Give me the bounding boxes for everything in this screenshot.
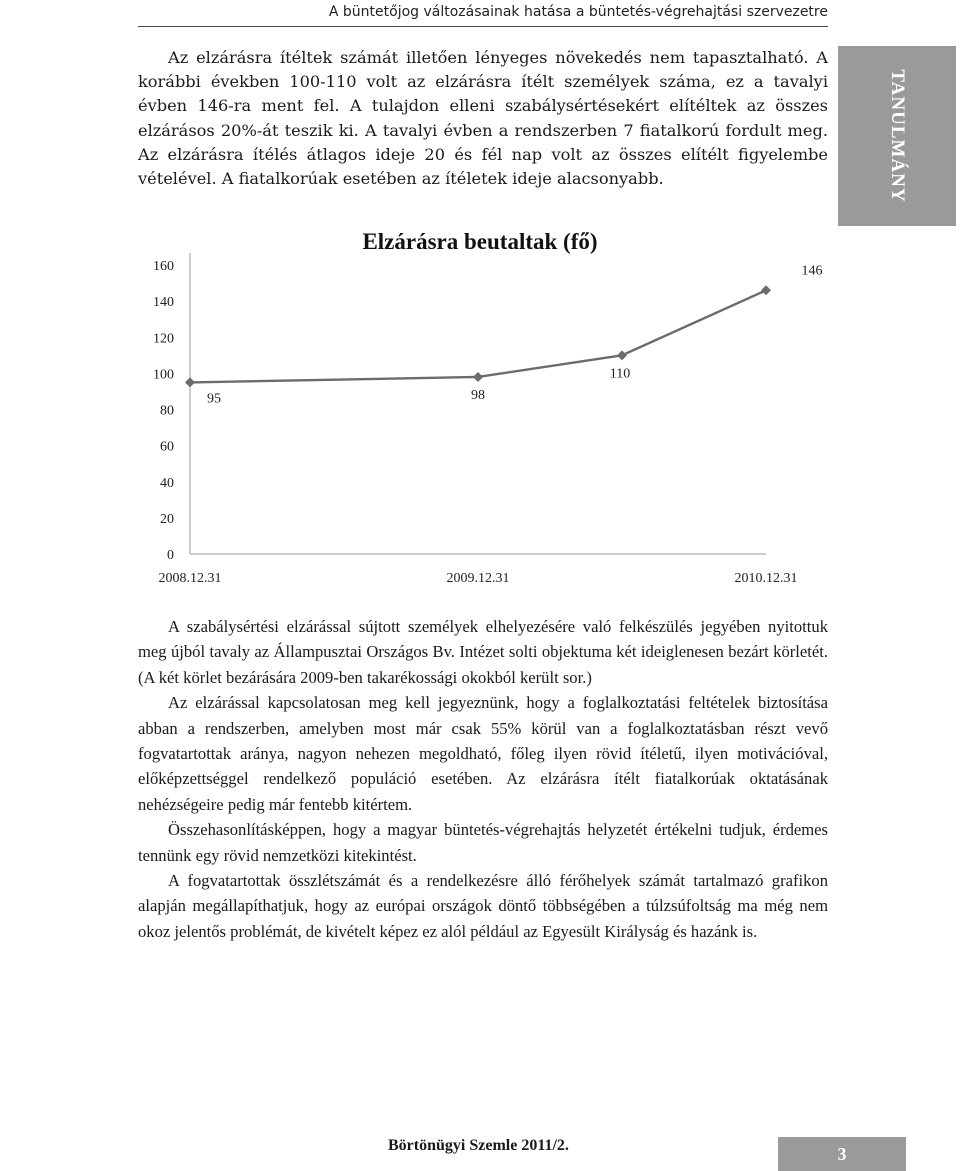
y-tick-label: 120 [153,331,174,347]
y-tick-label: 20 [160,511,174,527]
data-point-marker [473,372,483,382]
data-label: 98 [471,387,485,403]
y-tick-label: 160 [153,259,174,274]
data-point-marker [185,377,195,387]
intro-paragraph: Az elzárásra ítéltek számát illetően lényeges növekedés nem tapasztalható. A korábbi években 100-110 volt az elzárásra ítélt személyek száma, ez a tavalyi évben 146-ra ment fel. A tulajdon elleni szabálysértésekért elítéltek az összes elzárásos 20%-át teszik ki. A tavalyi évben a rendszerben 7 fiatalkorú fordult meg. Az elzárásra ítélés átlagos ideje 20 és fél nap volt az összes elítélt figyelembe vételével. A fiatalkorúak esetében az ítéletek ideje alacsonyabb. [138,48,828,189]
page-number-box [778,1137,906,1171]
y-tick-label: 80 [160,403,174,419]
section-tab [838,46,956,226]
chart-title: Elzárásra beutaltak (fő) [362,229,598,254]
data-label: 95 [207,391,221,407]
data-label: 146 [801,263,823,279]
journal-title: Börtönügyi Szemle 2011/2. [388,1137,569,1154]
y-tick-label: 40 [160,475,174,491]
data-label: 110 [609,366,631,382]
body-text [138,614,828,944]
x-tick-label: 2010.12.31 [734,571,798,586]
running-header [138,0,828,27]
y-tick-label: 100 [153,367,174,383]
body-paragraph: Az elzárással kapcsolatosan meg kell jegyeznünk, hogy a foglalkoztatási feltételek biztosítása abban a rendszerben, amelyben most már csak 55% körül van a foglalkoztatásban részt vevő fogvatartottak aránya, nagyon nehezen megoldható, főleg ilyen rövid ítéletű, ilyen motivációval, előképzettséggel rendelkező populáció esetében. Az elzárásra ítélt fiatalkorúak oktatásának nehézségeire pedig már fentebb kitértem. [138,693,828,814]
body-paragraph: A szabálysértési elzárással sújtott személyek elhelyezésére való felkészülés jegyében nyitottuk meg újból tavaly az Állampusztai Országos Bv. Intézet solti objektuma két ideiglenesen bezárt körletét. (A két körlet bezárására 2009-ben takarékossági okokból került sor.) [138,617,828,687]
y-tick-label: 140 [153,295,174,311]
y-tick-label: 60 [160,439,174,455]
body-paragraph: Összehasonlításképpen, hogy a magyar büntetés-végrehajtás helyzetét értékelni tudjuk, érdemes tennünk egy rövid nemzetközi kitekintést. [138,820,828,865]
section-tab-label: TANULMÁNY [887,69,908,203]
series-line [190,290,766,382]
data-point-marker [761,285,771,295]
line-chart [146,215,823,591]
x-tick-label: 2009.12.31 [446,571,510,586]
running-title: A büntetőjog változásainak hatása a büntetés-végrehajtási szervezetre [328,4,828,20]
intro-text [138,46,828,191]
line-chart-svg [146,215,823,591]
y-tick-label: 0 [167,548,174,563]
x-tick-label: 2008.12.31 [158,571,222,586]
data-point-marker [617,350,627,360]
page-number: 3 [837,1144,847,1164]
body-paragraph: A fogvatartottak összlétszámát és a rendelkezésre álló férőhelyek számát tartalmazó grafikon alapján megállapíthatjuk, hogy az európai országok döntő többségében a túlzsúfoltság ma még nem okoz jelentős problémát, de kivételt képez ez alól például az Egyesült Királyság és hazánk is. [138,871,828,941]
